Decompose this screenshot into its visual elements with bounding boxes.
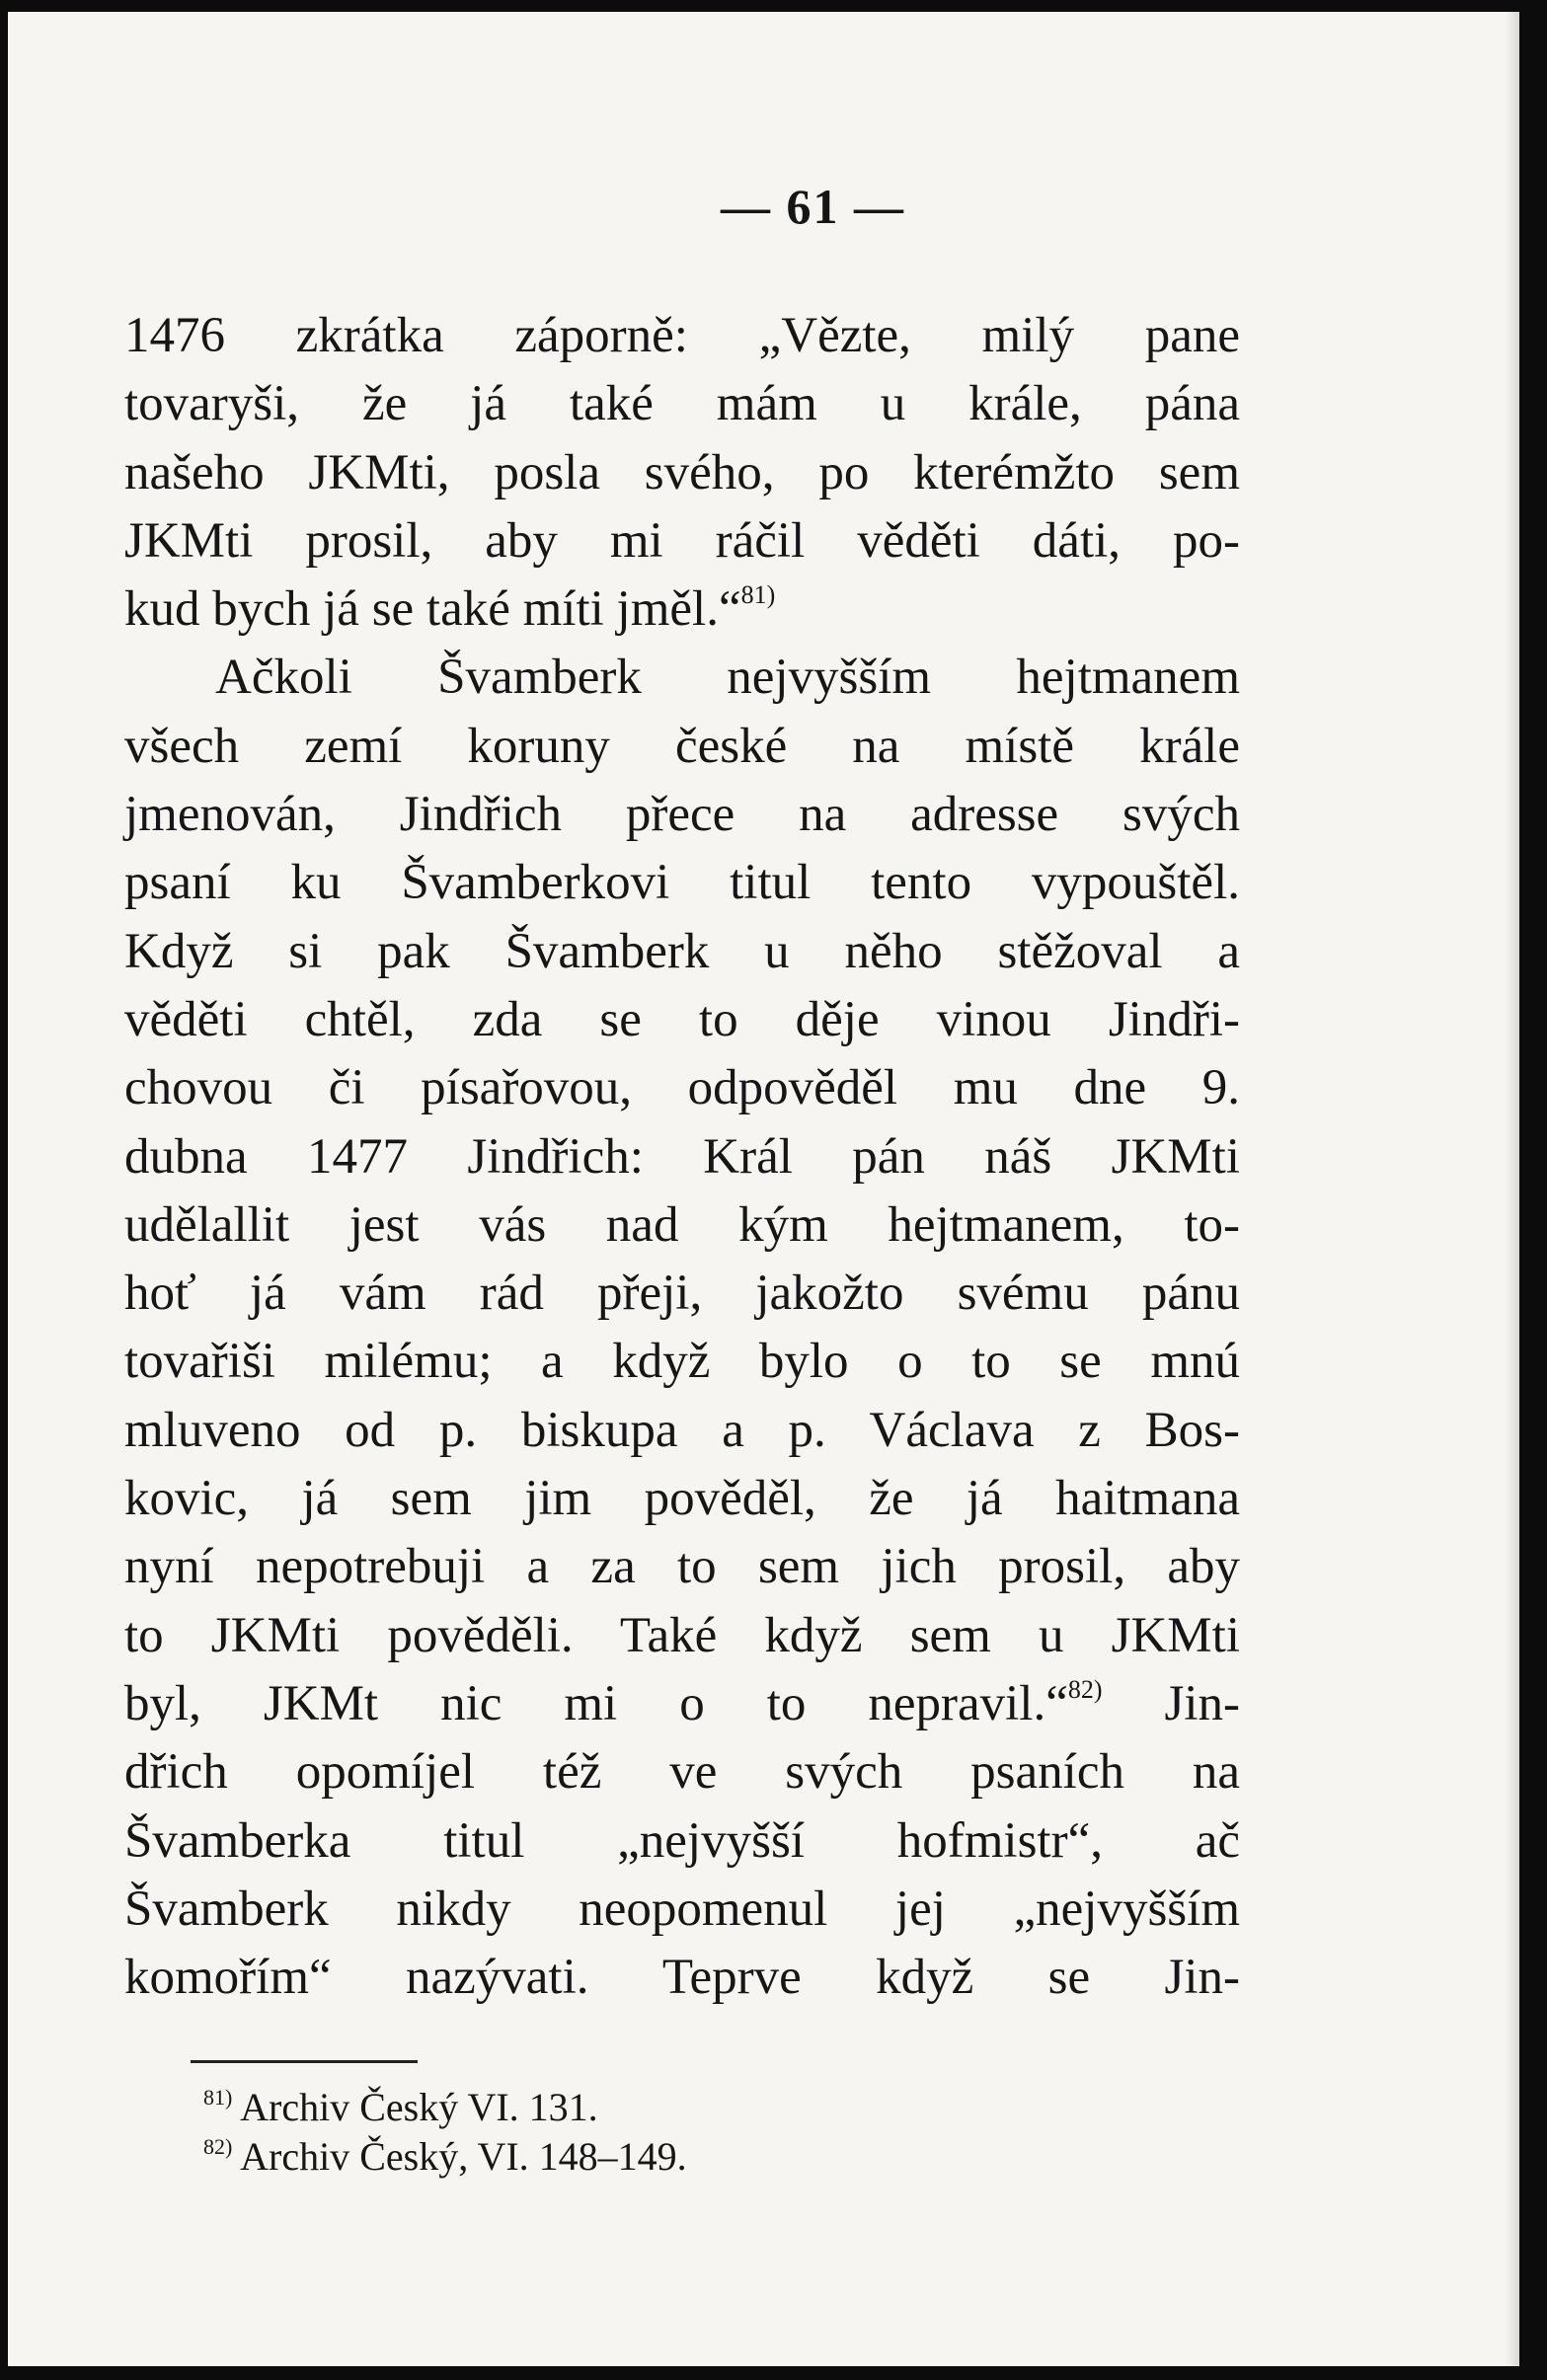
text-line: Švamberka titul „nejvyšší hofmistr“, ač bbox=[124, 1812, 1240, 1869]
text-line: tovaryši, že já také mám u krále, pána bbox=[124, 376, 1240, 432]
footnote bbox=[203, 2083, 687, 2132]
text-line bbox=[124, 576, 1240, 644]
footnote-divider bbox=[191, 2060, 418, 2063]
text-line: JKMti prosil, aby mi ráčil věděti dáti, po- bbox=[124, 512, 1240, 569]
footnote-ref: 81) bbox=[740, 580, 776, 610]
text-line: hoť já vám rád přeji, jakožto svému pánu bbox=[124, 1266, 1240, 1322]
text-line: Švamberk nikdy neopomenul jej „nejvyšším bbox=[124, 1881, 1240, 1937]
text-line: nyní nepotrebuji a za to sem jich prosil, aby bbox=[124, 1539, 1240, 1595]
text-line: mluveno od p. biskupa a p. Václava z Bos- bbox=[124, 1402, 1240, 1458]
text-line: našeho JKMti, posla svého, po kterémžto sem bbox=[124, 444, 1240, 500]
close-quote: “ bbox=[718, 581, 741, 638]
text-line: Ačkoli Švamberk nejvyšším hejtmanem bbox=[215, 650, 1240, 706]
text-line: 1476 zkrátka záporně: „Vězte, milý pane bbox=[124, 308, 1240, 363]
book-page bbox=[8, 12, 1519, 2366]
line-text: byl, JKMt nic mi o to nepravil. bbox=[124, 1675, 1046, 1731]
text-line: Když si pak Švamberk u něho stěžoval a bbox=[124, 923, 1240, 979]
text-line: věděti chtěl, zda se to děje vinou Jindři- bbox=[124, 991, 1240, 1047]
footnote bbox=[203, 2132, 687, 2182]
footnotes bbox=[203, 2083, 687, 2182]
footnote-text: Archiv Český VI. 131. bbox=[240, 2085, 598, 2129]
text-line: dřich opomíjel též ve svých psaních na bbox=[124, 1744, 1240, 1801]
text-line: jmenován, Jindřich přece na adresse svých bbox=[124, 787, 1240, 843]
text-line: všech zemí koruny české na místě krále bbox=[124, 718, 1240, 774]
close-quote: “ bbox=[1045, 1675, 1068, 1731]
footnote-mark: 82) bbox=[203, 2134, 233, 2159]
text-line: psaní ku Švamberkovi titul tento vypouštěl. bbox=[124, 855, 1240, 911]
line-text: kud bych já se také míti jměl. bbox=[124, 581, 719, 638]
footnote-mark: 81) bbox=[203, 2085, 233, 2110]
page-edge-shadow bbox=[1506, 12, 1519, 2366]
text-line: to JKMti pověděli. Také když sem u JKMti bbox=[124, 1607, 1240, 1663]
footnote-text: Archiv Český, VI. 148–149. bbox=[240, 2134, 687, 2179]
text-line: udělallit jest vás nad kým hejtmanem, to- bbox=[124, 1196, 1240, 1253]
body-text bbox=[124, 302, 1240, 2012]
page-number: — 61 — bbox=[721, 179, 905, 234]
text-line: chovou či písařovou, odpověděl mu dne 9. bbox=[124, 1060, 1240, 1116]
text-line: tovařiši milému; a když bylo o to se mnú bbox=[124, 1334, 1240, 1390]
line-text-tail: Jin- bbox=[1164, 1675, 1241, 1731]
text-line: kovic, já sem jim pověděl, že já haitmana bbox=[124, 1471, 1240, 1527]
text-line bbox=[124, 1670, 1240, 1738]
text-line: dubna 1477 Jindřich: Král pán náš JKMti bbox=[124, 1128, 1240, 1185]
text-line: komořím“ nazývati. Teprve když se Jin- bbox=[124, 1950, 1240, 2006]
footnote-ref: 82) bbox=[1067, 1674, 1103, 1704]
